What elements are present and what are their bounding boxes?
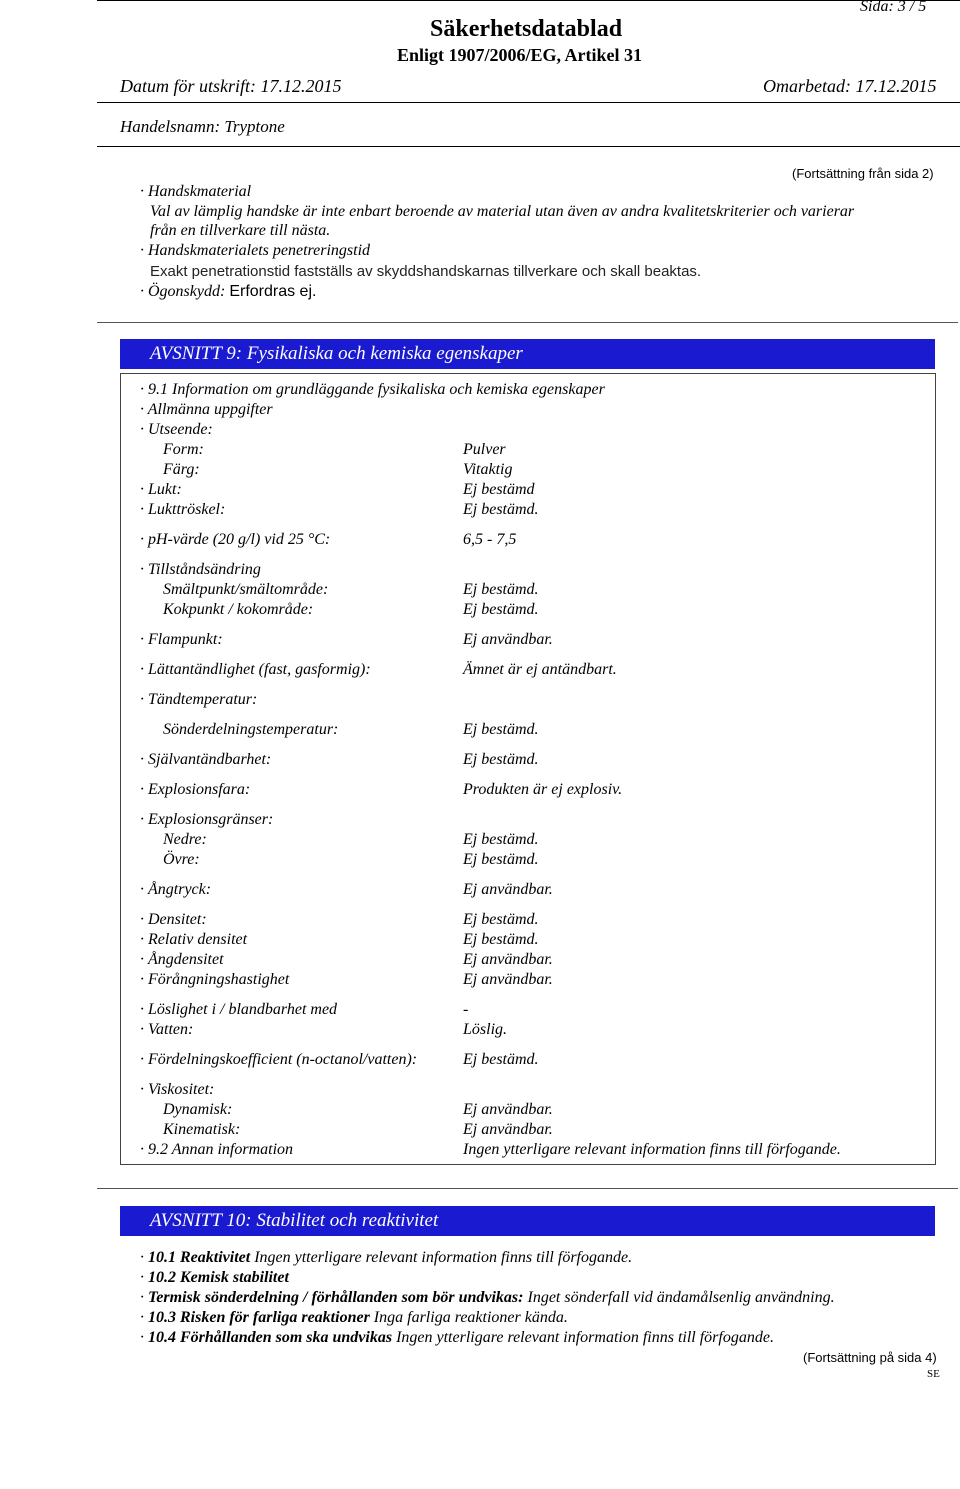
row-label: Kinematisk:	[163, 1121, 241, 1138]
language-code: SE	[927, 1368, 940, 1380]
row-label: · Ångdensitet	[140, 951, 224, 969]
list-item: · 10.2 Kemisk stabilitet	[140, 1269, 289, 1286]
appearance: · Utseende:	[140, 421, 213, 439]
row-label: · Tillståndsändring	[140, 561, 261, 579]
row-label: · Relativ densitet	[140, 931, 247, 949]
row-label: · Densitet:	[140, 911, 207, 929]
row-label: · Explosionsgränser:	[140, 811, 273, 829]
document-title: Säkerhetsdatablad	[430, 16, 623, 42]
row-label: · Självantändbarhet:	[140, 751, 271, 769]
row-value: -	[463, 1001, 469, 1018]
row-value: Vitaktig	[463, 461, 513, 478]
row-value: Ej bestämd	[463, 481, 535, 498]
list-item: · Termisk sönderdelning / förhållanden som bör undvikas: Inget sönderfall vid ändamålsenlig användning.	[140, 1289, 835, 1306]
print-date: Datum för utskrift: 17.12.2015	[120, 76, 342, 96]
row-value: Ingen ytterligare relevant information finns till förfogande.	[463, 1141, 841, 1158]
row-label: · Lukt:	[140, 481, 182, 499]
row-label: · Explosionsfara:	[140, 781, 250, 799]
list-item: · 10.3 Risken för farliga reaktioner Inga farliga reaktioner kända.	[140, 1309, 568, 1326]
penetration-text: Exakt penetrationstid fastställs av skyddshandskarnas tillverkare och skall beaktas.	[150, 263, 702, 280]
row-value: Ej användbar.	[463, 971, 553, 988]
row-label: · Lukttröskel:	[140, 501, 225, 519]
row-value: 6,5 - 7,5	[463, 531, 517, 548]
row-value: Ej bestämd.	[463, 831, 539, 848]
general-info: · Allmänna uppgifter	[140, 401, 273, 419]
row-value: Produkten är ej explosiv.	[463, 781, 623, 798]
section9-title-bar	[120, 339, 935, 369]
row-label: Sönderdelningstemperatur:	[163, 721, 339, 738]
row-value: Ej bestämd.	[463, 601, 539, 618]
row-value: Ej användbar.	[463, 631, 553, 648]
page-number: Sida: 3 / 5	[860, 0, 927, 15]
row-label: Form:	[163, 441, 204, 458]
row-label: · Flampunkt:	[140, 631, 223, 649]
section10-title-bar	[120, 1206, 935, 1236]
list-item: · 10.4 Förhållanden som ska undvikas Ingen ytterligare relevant information finns till förfogande.	[140, 1329, 774, 1346]
continuation-from: (Fortsättning från sida 2)	[792, 166, 934, 181]
row-label: Dynamisk:	[163, 1101, 233, 1118]
row-label: · Ångtryck:	[140, 881, 211, 899]
row-value: Ej användbar.	[463, 1101, 553, 1118]
row-label: · Löslighet i / blandbarhet med	[140, 1001, 337, 1019]
row-label: · Tändtemperatur:	[140, 691, 257, 709]
glove-material-text-2: från en tillverkare till nästa.	[150, 222, 331, 239]
row-value: Ej användbar.	[463, 951, 553, 968]
penetration-label: · Handskmaterialets penetreringstid	[140, 242, 370, 260]
document-subtitle: Enligt 1907/2006/EG, Artikel 31	[397, 45, 643, 65]
revised-date: Omarbetad: 17.12.2015	[763, 76, 937, 96]
section10-title: AVSNITT 10: Stabilitet och reaktivitet	[150, 1210, 439, 1231]
glove-material-label: · Handskmaterial	[140, 183, 251, 201]
row-label: · Fördelningskoefficient (n-octanol/vatten):	[140, 1051, 417, 1069]
row-value: Pulver	[463, 441, 506, 458]
row-value: Ej bestämd.	[463, 911, 539, 928]
row-value: Ej bestämd.	[463, 851, 539, 868]
section9-title: AVSNITT 9: Fysikaliska och kemiska egenskaper	[150, 343, 523, 364]
row-value: Ej bestämd.	[463, 931, 539, 948]
row-value: Ej bestämd.	[463, 751, 539, 768]
row-label: · pH-värde (20 g/l) vid 25 °C:	[140, 531, 330, 549]
row-value: Ej användbar.	[463, 1121, 553, 1138]
eye-protection: · Ögonskydd: Erfordras ej.	[140, 283, 316, 301]
row-label: · Vatten:	[140, 1021, 193, 1039]
row-label: Övre:	[163, 851, 200, 868]
row-value: Ej bestämd.	[463, 721, 539, 738]
row-value: Ej bestämd.	[463, 501, 539, 518]
list-item: · 10.1 Reaktivitet Ingen ytterligare relevant information finns till förfogande.	[140, 1249, 633, 1266]
glove-material-text-1: Val av lämplig handske är inte enbart beroende av material utan även av andra kvalitetskriterier och varierar	[150, 203, 855, 220]
row-label: · Förångningshastighet	[140, 971, 289, 989]
continuation-to: (Fortsättning på sida 4)	[803, 1350, 937, 1365]
row-value: Ej användbar.	[463, 881, 553, 898]
row-label: Färg:	[163, 461, 200, 478]
row-value: Ej bestämd.	[463, 1051, 539, 1068]
row-value: Löslig.	[463, 1021, 508, 1038]
row-value: Ej bestämd.	[463, 581, 539, 598]
sub-9-1: · 9.1 Information om grundläggande fysikaliska och kemiska egenskaper	[140, 381, 605, 399]
row-label: Smältpunkt/smältområde:	[163, 581, 329, 598]
trade-name: Handelsnamn: Tryptone	[120, 117, 285, 136]
row-value: Ämnet är ej antändbart.	[463, 661, 617, 678]
row-label: · Lättantändlighet (fast, gasformig):	[140, 661, 371, 679]
row-label: · Viskositet:	[140, 1081, 214, 1099]
row-label: · 9.2 Annan information	[140, 1141, 293, 1159]
row-label: Nedre:	[163, 831, 207, 848]
row-label: Kokpunkt / kokområde:	[163, 601, 314, 618]
